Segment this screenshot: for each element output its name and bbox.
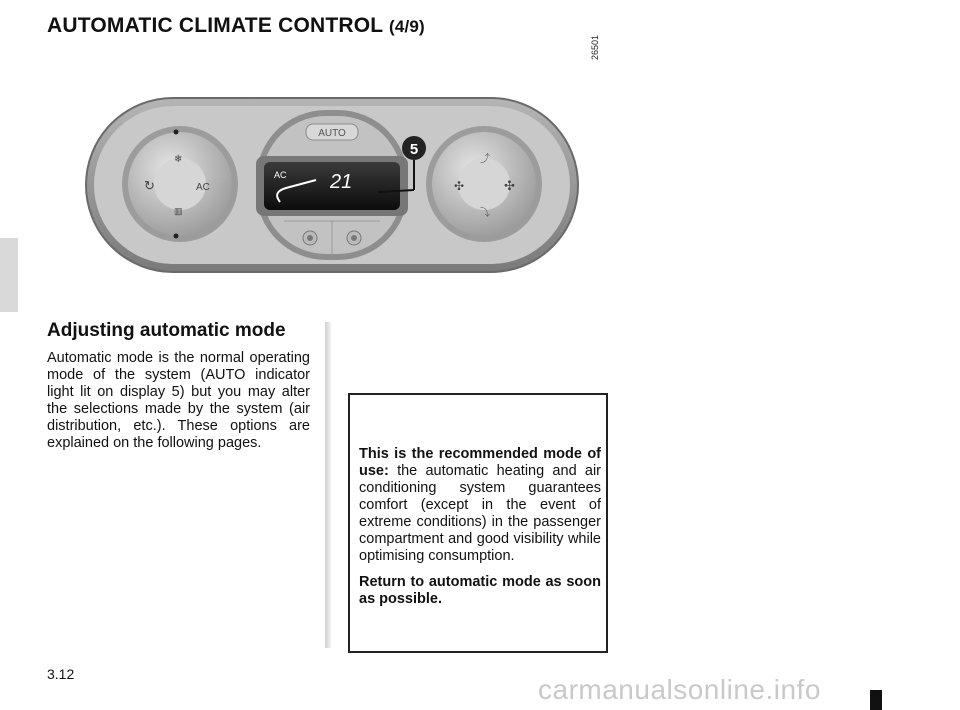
svg-text:⤵: ⤵ <box>480 208 490 219</box>
svg-text:AUTO: AUTO <box>318 128 346 139</box>
svg-text:❄: ❄ <box>174 154 183 165</box>
svg-text:AC: AC <box>196 182 210 193</box>
page-number: 3.12 <box>47 666 75 682</box>
footer-mark <box>870 690 882 710</box>
column-divider <box>325 322 331 648</box>
svg-text:21: 21 <box>330 171 353 193</box>
svg-text:✣: ✣ <box>454 179 465 193</box>
note-paragraph-1: This is the recommended mode of use: the automatic heating and air conditioning system guarantees comfort (except in the event of extreme conditions) in the passenger compartment and good visibility while optimising consumption. <box>359 446 601 564</box>
note-paragraph-2: Return to automatic mode as soon as possible. <box>359 574 601 607</box>
right-dial <box>426 126 542 242</box>
section-tab <box>0 238 18 312</box>
left-dial <box>122 126 238 242</box>
section-body: Automatic mode is the normal operating mode of the system (AUTO indicator light lit on display 5) but you may alter the selections made by the system (air distribution, etc.). These options are explained on the following pages. <box>47 350 310 451</box>
page-title: AUTOMATIC CLIMATE CONTROL (4/9) <box>47 14 425 37</box>
svg-text:5: 5 <box>409 141 419 158</box>
svg-text:⤴: ⤴ <box>480 154 490 165</box>
svg-text:▥: ▥ <box>174 206 183 216</box>
section-heading: Adjusting automatic mode <box>47 320 286 341</box>
svg-text:✣: ✣ <box>504 178 515 193</box>
svg-text:AC: AC <box>274 170 287 180</box>
recommendation-note <box>348 393 608 653</box>
figure-code: 26501 <box>590 34 600 60</box>
watermark: carmanualsonline.info <box>538 674 821 705</box>
climate-control-panel-illustration <box>84 96 580 274</box>
svg-text:↻: ↻ <box>144 178 155 193</box>
centre-module <box>256 110 408 260</box>
